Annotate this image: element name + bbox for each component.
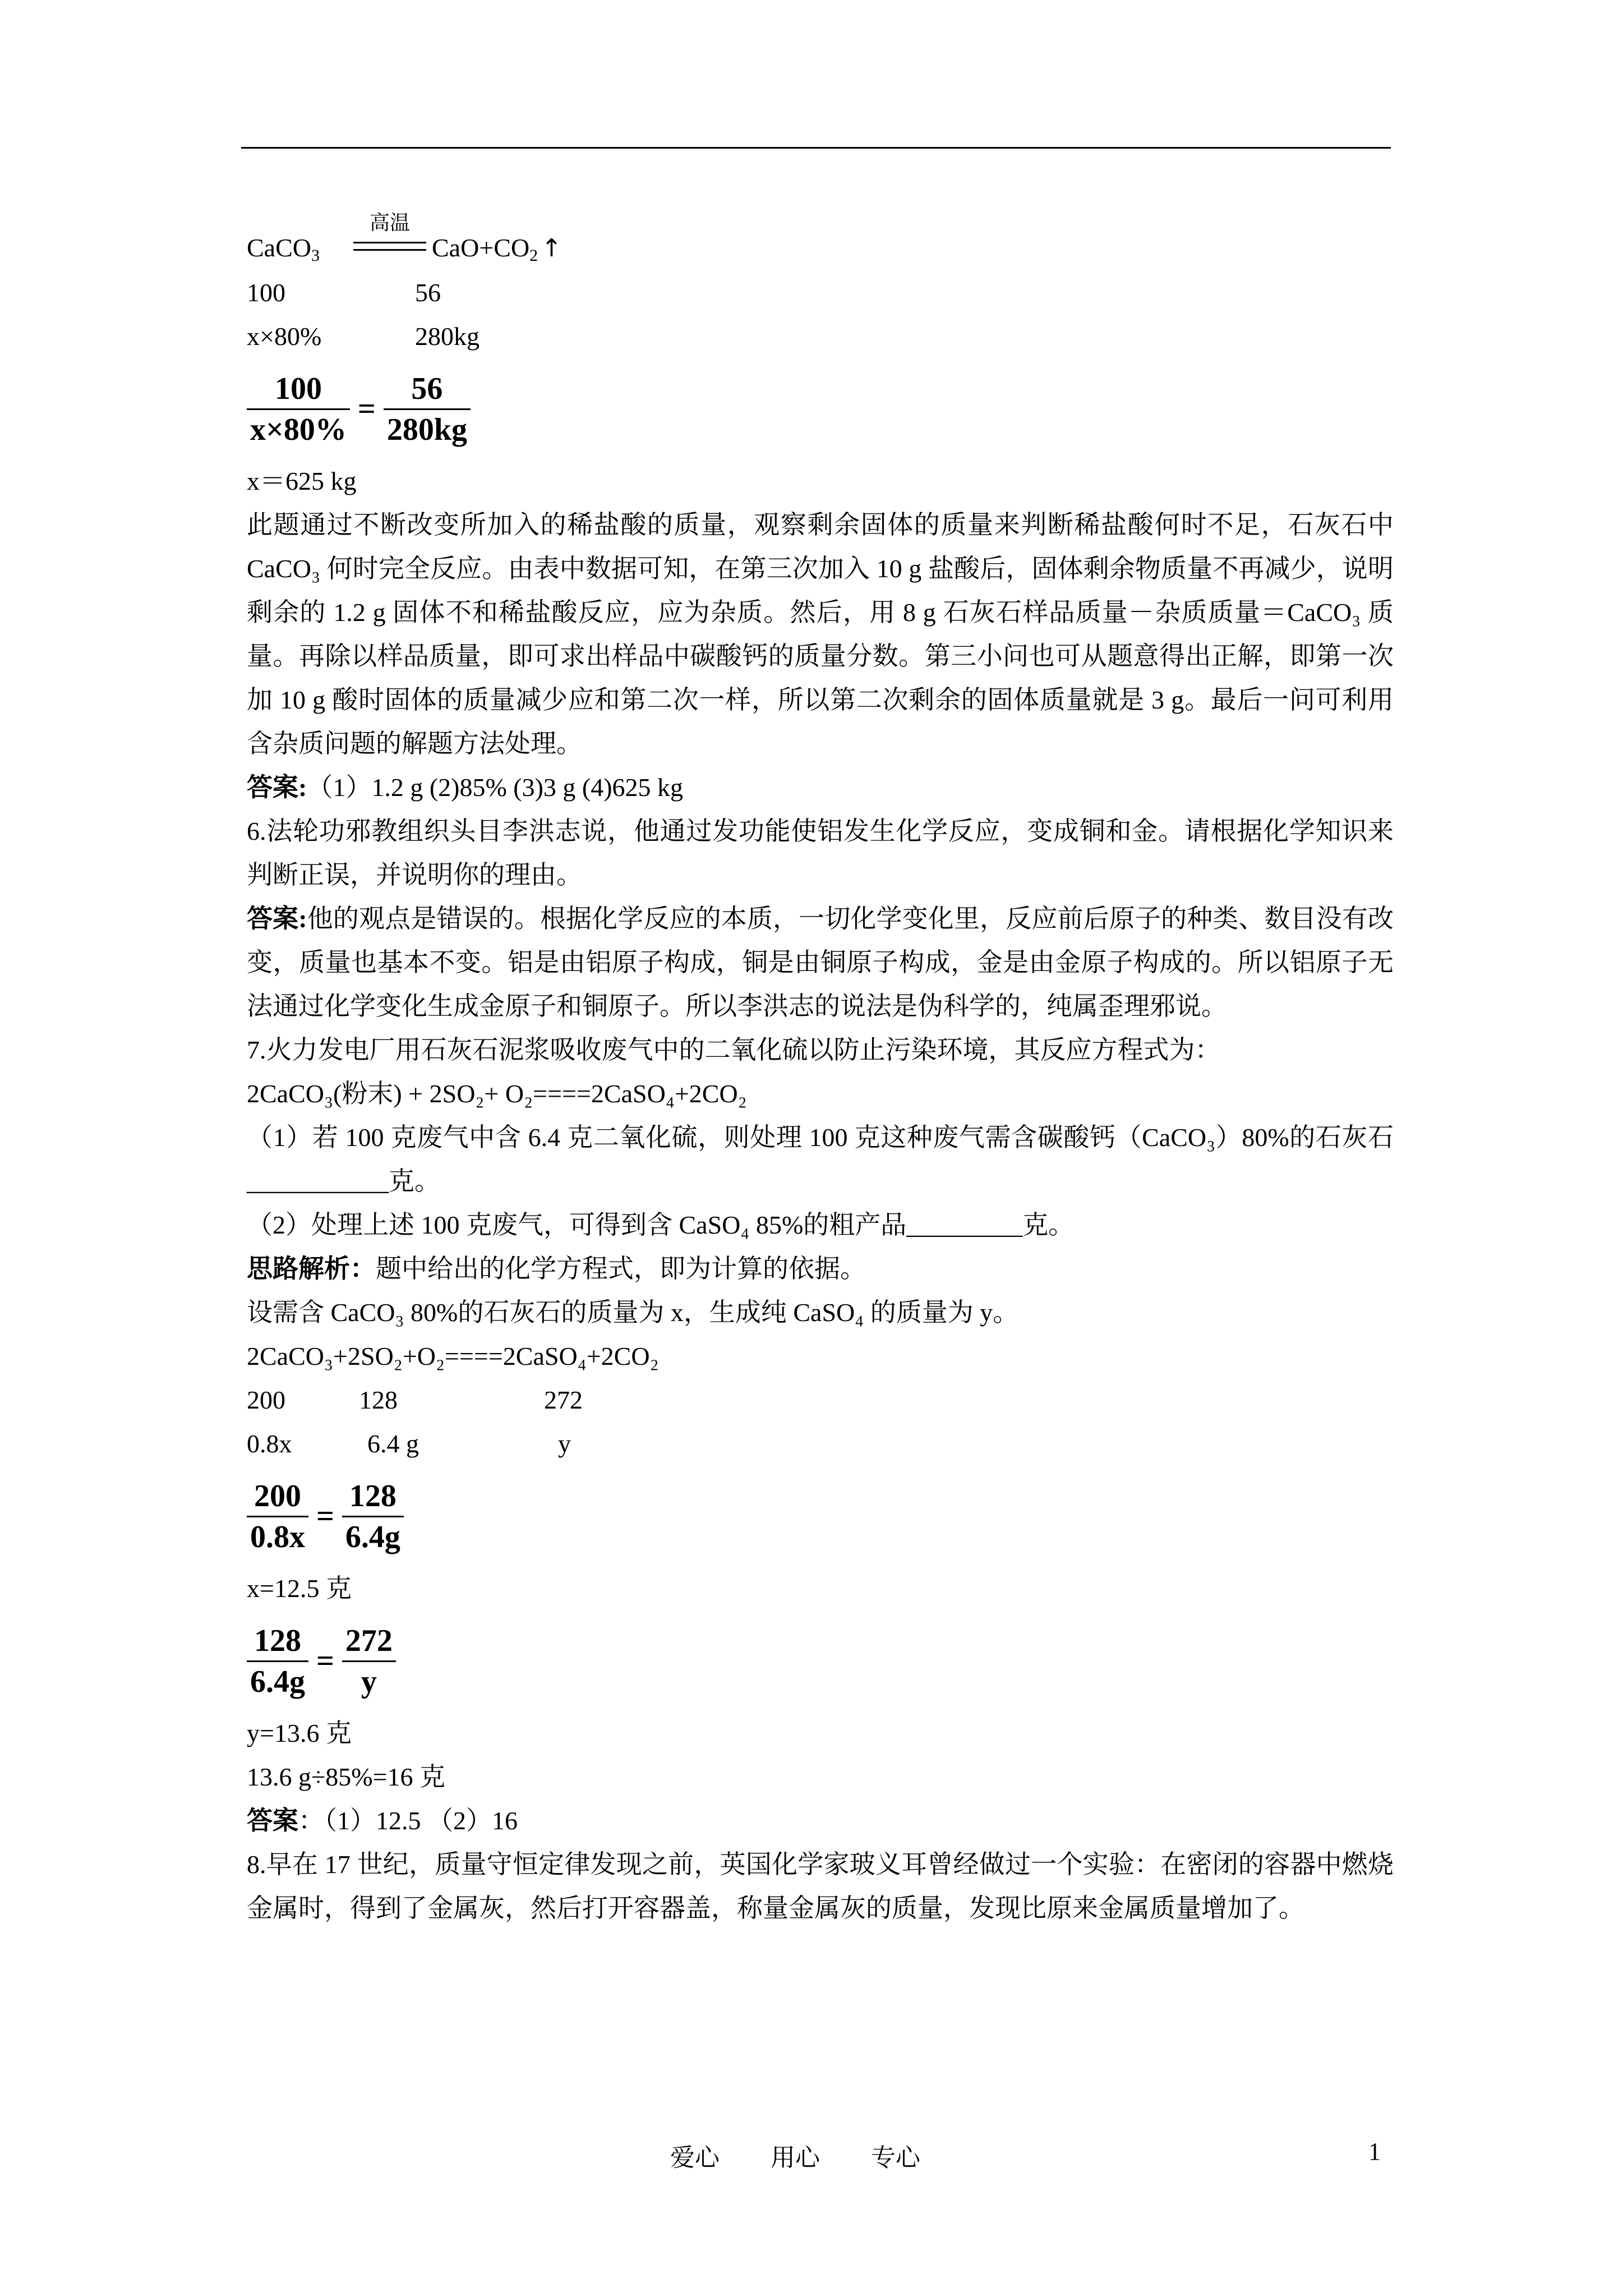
question-8: 8.早在 17 世纪，质量守恒定律发现之前，英国化学家玻义耳曾经做过一个实验：在密闭的容器中燃烧金属时，得到了金属灰，然后打开容器盖，称量金属灰的质量，发现比原来金属质量增加了。 xyxy=(247,1850,1394,1922)
fraction-left: $\frac{200}{0.8x}$ xyxy=(247,1476,308,1557)
question-7-part-1: （1）若 100 克废气中含 6.4 克二氧化硫，则处理 100 克这种废气需含碳酸钙（CaCO₃）80%的石灰石___________克。 xyxy=(247,1123,1394,1195)
page-number: 1 xyxy=(1368,2138,1381,2165)
footer-word: 专心 xyxy=(871,2144,920,2171)
fraction-left: $\frac{100}{x\times 80\%}$ xyxy=(247,369,350,449)
ratio-cell: 0.8x xyxy=(247,1429,292,1458)
eq-reactant-sub: 3 xyxy=(311,246,320,265)
answer-label: 答案: xyxy=(247,773,307,802)
fraction-right: $\frac{272}{y}$ xyxy=(342,1621,396,1701)
fraction-right: $\frac{128}{6.4g}$ xyxy=(342,1476,404,1557)
eq-products-sub: 2 xyxy=(529,246,538,265)
ratio-row xyxy=(247,315,1394,358)
footer-word: 用心 xyxy=(771,2144,820,2171)
answer-6 xyxy=(247,897,1394,1028)
eq-reactant: CaCO xyxy=(247,233,311,262)
fraction-left: $\frac{128}{6.4g}$ xyxy=(247,1621,308,1701)
reaction-condition: 高温 xyxy=(369,211,410,234)
analysis-text: 题中给出的化学方程式，即为计算的依据。 xyxy=(376,1254,866,1283)
x2-result: x=12.5 克 xyxy=(247,1574,352,1603)
proportion-equation-3: $\frac{128}{6.4g}$ = $\frac{272}{y}$ xyxy=(247,1611,1394,1711)
answer-label: 答案: xyxy=(247,904,307,933)
analysis xyxy=(247,1247,1394,1291)
question-6: 6.法轮功邪教组织头目李洪志说，他通过发功能使铝发生化学反应，变成铜和金。请根据化学知识来判断正误，并说明你的理由。 xyxy=(247,817,1394,889)
proportion-equation-2: $\frac{200}{0.8x}$ = $\frac{128}{6.4g}$ xyxy=(247,1466,1394,1567)
question-7-part-2: （2）处理上述 100 克废气，可得到含 CaSO₄ 85%的粗产品_________克。 xyxy=(247,1211,1075,1239)
explanation-paragraph: 此题通过不断改变所加入的稀盐酸的质量，观察剩余固体的质量来判断稀盐酸何时不足，石灰石中 CaCO₃ 何时完全反应。由表中数据可知，在第三次加入 10 g 盐酸后，固体剩余物质量不再减少，说明剩余的 1.2 g 固体不和稀盐酸反应，应为杂质。然后，用 8 g 石灰石样品质量－杂质质量＝CaCO₃ 质量。再除以样品质量，即可求出样品中碳酸钙的质量分数。第三小问也可从题意得出正解，即第一次加 10 g 酸时固体的质量减少应和第二次一样，所以第二次剩余的固体质量就是 3 g。最后一问可利用含杂质问题的解题方法处理。 xyxy=(247,510,1394,758)
footer-motto xyxy=(670,2137,965,2173)
ratio-cell: 272 xyxy=(544,1386,583,1414)
ratio-cell: 128 xyxy=(359,1386,398,1414)
fraction-right: $\frac{56}{280kg}$ xyxy=(384,369,471,449)
ratio-cell: 100 xyxy=(247,278,285,307)
gas-arrow-icon: ↑ xyxy=(541,234,562,263)
answer-text: 他的观点是错误的。根据化学反应的本质，一切化学变化里，反应前后原子的种类、数目没有改变，质量也基本不变。铝是由铝原子构成，铜是由铜原子构成，金是由金原子构成的。所以铝原子无法通过化学变化生成金原子和铜原子。所以李洪志的说法是伪科学的，纯属歪理邪说。 xyxy=(247,904,1394,1020)
footer-word: 爱心 xyxy=(670,2144,720,2171)
reaction-equation-2: 2CaCO₃+2SO₂+O₂====2CaSO₄+2CO₂ xyxy=(247,1342,659,1370)
content xyxy=(247,211,1394,1930)
equals-double-line xyxy=(353,242,426,251)
ratio-row xyxy=(247,1422,1394,1466)
analysis-label: 思路解析： xyxy=(247,1254,376,1283)
setup-line: 设需含 CaCO₃ 80%的石灰石的质量为 x，生成纯 CaSO₄ 的质量为 y。 xyxy=(247,1298,1019,1327)
eq-products: CaO+CO xyxy=(432,233,530,262)
ratio-cell: 56 xyxy=(415,278,441,307)
answer-label: 答案 xyxy=(247,1806,298,1835)
ratio-cell: 6.4 g xyxy=(367,1429,419,1458)
calc-line: 13.6 g÷85%=16 克 xyxy=(247,1763,446,1791)
ratio-row xyxy=(247,1378,1394,1422)
ratio-cell: 200 xyxy=(247,1386,285,1414)
y-result: y=13.6 克 xyxy=(247,1719,352,1747)
question-7: 7.火力发电厂用石灰石泥浆吸收废气中的二氧化硫以防止污染环境，其反应方程式为： xyxy=(247,1036,1221,1064)
question-7-equation: 2CaCO₃(粉末) + 2SO₂+ O₂====2CaSO₄+2CO₂ xyxy=(247,1079,747,1108)
answer-7 xyxy=(247,1799,1394,1843)
ratio-cell: x×80% xyxy=(247,322,322,351)
decomposition-equation xyxy=(247,211,1394,269)
answer-text: ：（1）12.5 （2）16 xyxy=(298,1806,518,1835)
x-result: x＝625 kg xyxy=(247,467,357,495)
answer-5 xyxy=(247,766,1394,809)
ratio-cell: y xyxy=(558,1429,571,1458)
ratio-cell: 280kg xyxy=(415,322,479,351)
ratio-row xyxy=(247,271,1394,315)
answer-text: （1）1.2 g (2)85% (3)3 g (4)625 kg xyxy=(307,773,684,802)
header-rule xyxy=(241,147,1391,149)
proportion-equation: $\frac{100}{x\times 80\%}$ = $\frac{56}{280kg}$ xyxy=(247,358,1394,459)
